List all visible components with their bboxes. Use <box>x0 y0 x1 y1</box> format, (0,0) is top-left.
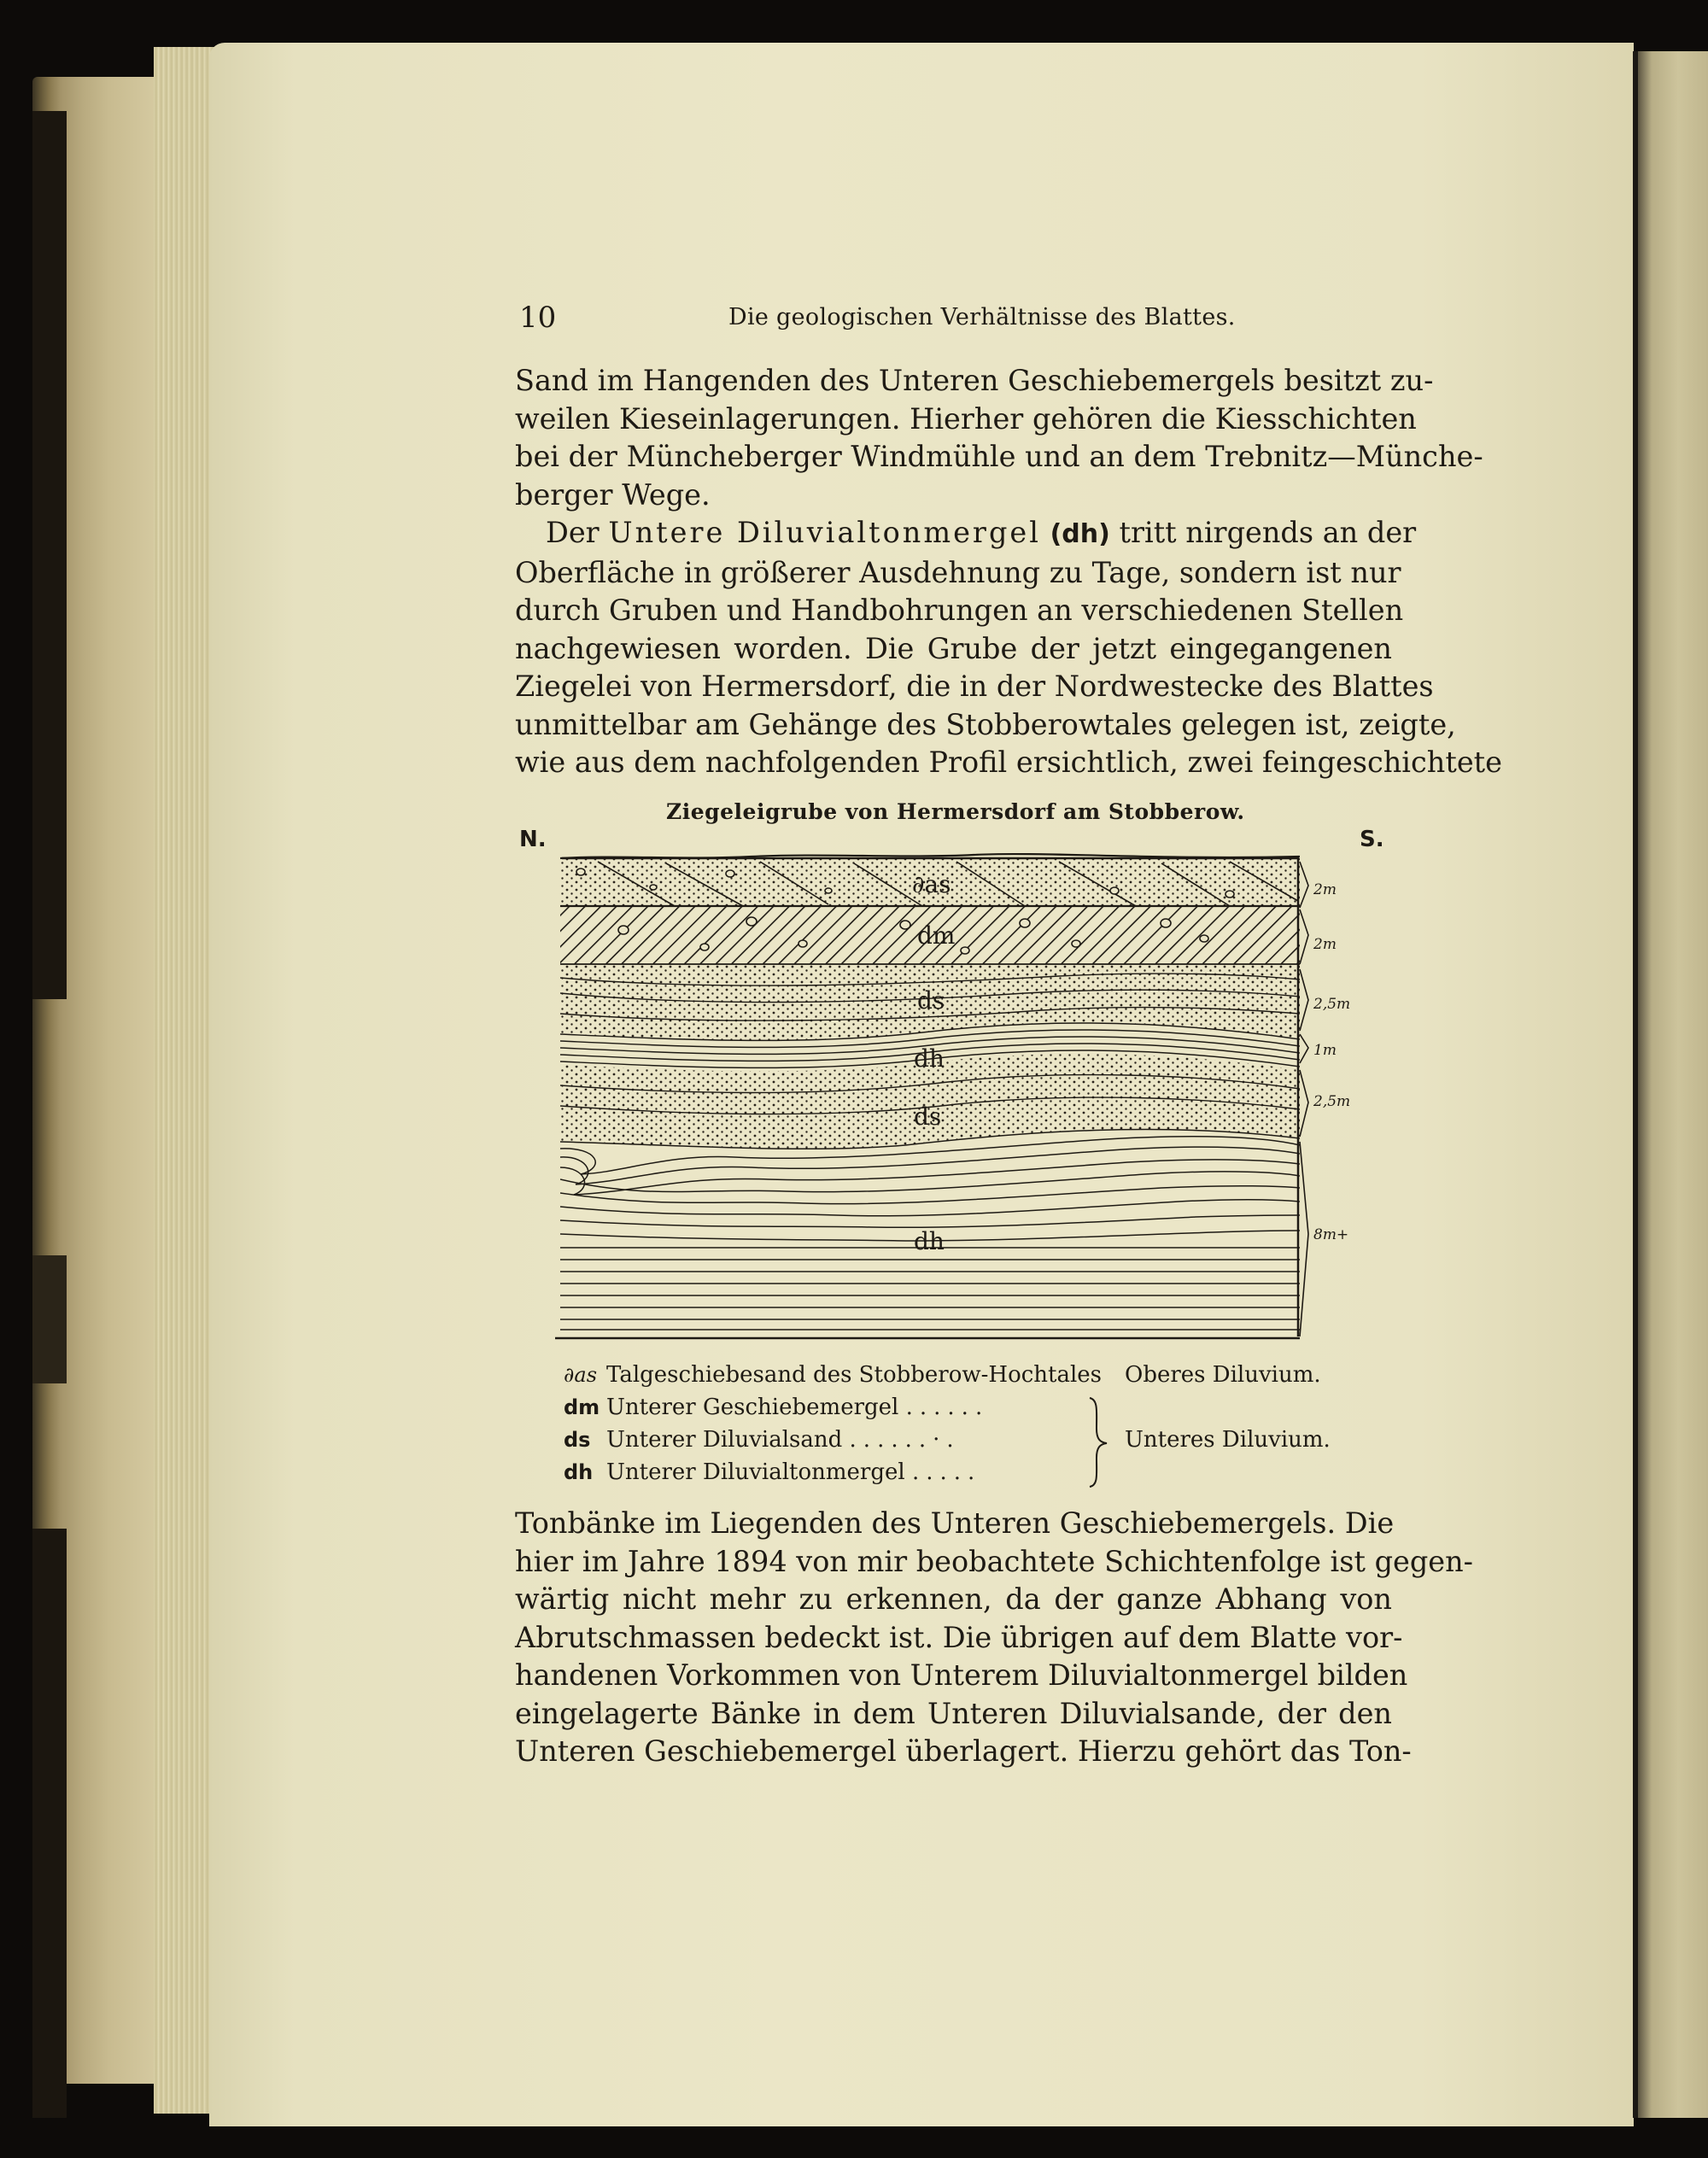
running-header <box>519 301 1407 335</box>
text-line: Abrutschmassen bedeckt ist. Die übrigen auf dem Blatte vor- <box>515 1620 1403 1654</box>
geological-profile <box>547 850 1366 1345</box>
legend-symbol: ds <box>564 1428 591 1452</box>
text-line: handenen Vorkommen von Unterem Diluvialtonmergel bilden <box>515 1658 1408 1692</box>
legend-text: Unterer Diluvialtonmergel <box>606 1459 905 1485</box>
page-number: 10 <box>519 301 557 335</box>
label-das: ∂as <box>912 870 951 898</box>
legend-symbol: dm <box>564 1395 600 1419</box>
legend-brace <box>1086 1395 1112 1490</box>
symbol-dh: (dh) <box>1050 519 1110 549</box>
legend-row: ds Unterer Diluvialsand ......·. <box>564 1427 961 1453</box>
legend-symbol: ∂as <box>564 1363 598 1387</box>
text-line: nachgewiesen worden. Die Grube der jetzt eingegangenen <box>515 631 1392 665</box>
figure-title: Ziegeleigrube von Hermersdorf am Stobberow. <box>666 799 1245 824</box>
label-dm: dm <box>917 921 956 950</box>
text-line: Unteren Geschiebemergel überlagert. Hierzu gehört das Ton- <box>515 1734 1412 1768</box>
text-line: wie aus dem nachfolgenden Profil ersichtlich, zwei feingeschichtete <box>515 746 1502 779</box>
legend-group-upper: Oberes Diluvium. <box>1125 1362 1321 1388</box>
legend-row: dh Unterer Diluvialtonmergel ..... <box>564 1459 982 1485</box>
paragraph-1 <box>515 362 1483 514</box>
label-ds-2: ds <box>914 1102 942 1131</box>
page-stack-edges <box>154 47 218 2114</box>
label-dh: dh <box>914 1044 945 1073</box>
text-line: Sand im Hangenden des Unteren Geschiebemergels besitzt zu- <box>515 364 1434 397</box>
paragraph-3 <box>515 1505 1474 1771</box>
text-line: berger Wege. <box>515 477 711 512</box>
thickness-1: 2m <box>1313 881 1337 898</box>
spaced-term: Untere Diluvialtonmergel <box>608 516 1041 549</box>
text-line: wärtig nicht mehr zu erkennen, da der ganze Abhang von <box>515 1582 1392 1616</box>
label-ds: ds <box>917 986 945 1015</box>
text-line: eingelagerte Bänke in dem Unteren Diluvialsande, der den <box>515 1696 1392 1730</box>
text-line: Ziegelei von Hermersdorf, die in der Nordwestecke des Blattes <box>515 670 1434 703</box>
text-line: weilen Kieseinlagerungen. Hierher gehören die Kiesschichten <box>515 401 1417 436</box>
legend-text: Unterer Diluvialsand <box>606 1427 843 1453</box>
text-line: Der Untere Diluvialtonmergel (dh) tritt nirgends an der <box>546 516 1417 549</box>
thickness-2: 2m <box>1313 936 1337 953</box>
label-dh-2: dh <box>914 1227 945 1255</box>
legend-group-lower: Unteres Diluvium. <box>1125 1427 1331 1453</box>
text-line: hier im Jahre 1894 von mir beobachtete Schichtenfolge ist gegen- <box>515 1544 1474 1578</box>
legend-text: Unterer Geschiebemergel <box>606 1395 899 1420</box>
text-line: Oberfläche in größerer Ausdehnung zu Tage, sondern ist nur <box>515 555 1401 589</box>
thickness-3: 2,5m <box>1313 996 1351 1013</box>
thickness-4: 1m <box>1313 1042 1337 1059</box>
book-left-edge <box>32 77 161 2084</box>
legend-row <box>564 1362 1102 1388</box>
text-line: durch Gruben und Handbohrungen an verschiedenen Stellen <box>515 594 1404 627</box>
running-title: Die geologischen Verhältnisse des Blattes. <box>728 304 1236 330</box>
facing-page-edge <box>1633 51 1708 2118</box>
legend-row: dm Unterer Geschiebemergel ...... <box>564 1395 990 1420</box>
south-label: S. <box>1360 827 1384 852</box>
text-line: bei der Müncheberger Windmühle und an dem Trebnitz—Münche- <box>515 440 1483 473</box>
text-line: unmittelbar am Gehänge des Stobberowtales gelegen ist, zeigte, <box>515 707 1456 741</box>
paragraph-2 <box>515 514 1502 782</box>
thickness-5: 2,5m <box>1313 1093 1351 1110</box>
legend-symbol: dh <box>564 1460 594 1484</box>
north-label: N. <box>519 827 547 852</box>
text-line: Tonbänke im Liegenden des Unteren Geschiebemergels. Die <box>515 1506 1395 1540</box>
legend-text: Talgeschiebesand des Stobberow-Hochtales <box>606 1362 1103 1388</box>
thickness-6: 8m+ <box>1313 1226 1349 1243</box>
